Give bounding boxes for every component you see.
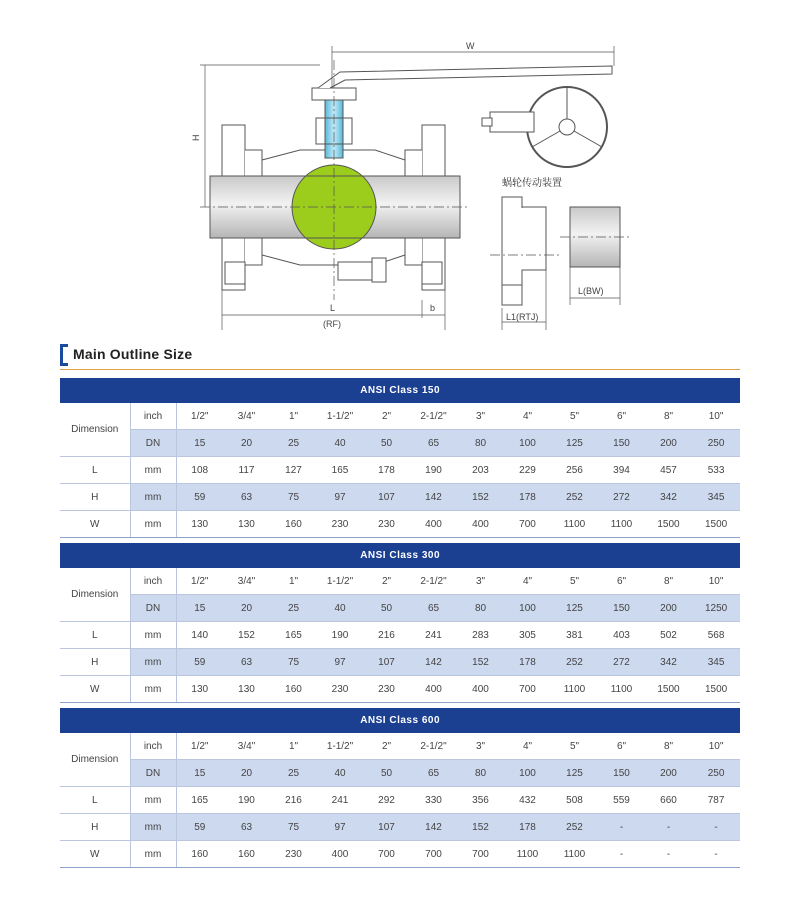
- table-cell: 3/4": [223, 733, 270, 760]
- table-cell: 130: [223, 511, 270, 538]
- table-cell: 330: [410, 787, 457, 814]
- row-unit: mm: [130, 649, 176, 676]
- ansi-class-table: [60, 543, 740, 703]
- row-label: W: [60, 676, 130, 703]
- table-cell: 3": [457, 568, 504, 595]
- table-cell: 20: [223, 595, 270, 622]
- table-cell: 700: [363, 841, 410, 868]
- table-cell: 152: [457, 484, 504, 511]
- table-cell: 3/4": [223, 568, 270, 595]
- table-cell: 4": [504, 568, 551, 595]
- table-cell: 356: [457, 787, 504, 814]
- table-cell: 127: [270, 457, 317, 484]
- table-cell: 178: [504, 484, 551, 511]
- table-cell: 342: [645, 484, 692, 511]
- table-cell: 230: [363, 511, 410, 538]
- table-cell: 15: [176, 760, 223, 787]
- dim-l1-rtj-label: L1(RTJ): [506, 312, 539, 322]
- row-unit: mm: [130, 841, 176, 868]
- table-cell: 178: [504, 814, 551, 841]
- row-unit: mm: [130, 511, 176, 538]
- table-cell: 160: [223, 841, 270, 868]
- table-cell: 142: [410, 649, 457, 676]
- table-cell: 787: [692, 787, 740, 814]
- table-cell: 230: [270, 841, 317, 868]
- row-unit: inch: [130, 733, 176, 760]
- table-cell: 5": [551, 568, 598, 595]
- table-cell: 568: [692, 622, 740, 649]
- table-row: [60, 430, 740, 457]
- table-cell: 533: [692, 457, 740, 484]
- table-cell: 8": [645, 403, 692, 430]
- table-cell: 10": [692, 568, 740, 595]
- table-cell: 660: [645, 787, 692, 814]
- table-cell: 108: [176, 457, 223, 484]
- table-cell: -: [645, 841, 692, 868]
- table-cell: 1100: [504, 841, 551, 868]
- table-cell: 1100: [551, 511, 598, 538]
- table-cell: 3": [457, 733, 504, 760]
- table-cell: 400: [317, 841, 363, 868]
- table-row: [60, 457, 740, 484]
- dim-l-bw-label: L(BW): [578, 286, 604, 296]
- table-cell: 400: [457, 676, 504, 703]
- table-cell: 130: [176, 511, 223, 538]
- row-label: H: [60, 484, 130, 511]
- table-row: [60, 733, 740, 760]
- table-cell: 2-1/2": [410, 568, 457, 595]
- table-cell: 1100: [551, 676, 598, 703]
- table-cell: 130: [176, 676, 223, 703]
- table-cell: 432: [504, 787, 551, 814]
- table-cell: 178: [363, 457, 410, 484]
- table-cell: -: [692, 814, 740, 841]
- table-cell: 50: [363, 760, 410, 787]
- table-cell: 107: [363, 484, 410, 511]
- table-cell: 80: [457, 595, 504, 622]
- ansi-class-table: [60, 378, 740, 538]
- row-unit: inch: [130, 403, 176, 430]
- table-row: [60, 787, 740, 814]
- table-row: [60, 676, 740, 703]
- table-cell: 80: [457, 760, 504, 787]
- table-cell: 142: [410, 484, 457, 511]
- table-cell: 342: [645, 649, 692, 676]
- table-cell: 1": [270, 568, 317, 595]
- table-cell: 75: [270, 484, 317, 511]
- table-cell: 256: [551, 457, 598, 484]
- row-unit: DN: [130, 760, 176, 787]
- table-title: ANSI Class 150: [60, 378, 740, 403]
- table-cell: 63: [223, 484, 270, 511]
- table-cell: 160: [270, 511, 317, 538]
- table-cell: 190: [410, 457, 457, 484]
- table-cell: 178: [504, 649, 551, 676]
- table-cell: 1500: [645, 676, 692, 703]
- dim-h-label: H: [191, 134, 201, 141]
- gear-caption: 蜗轮传动装置: [502, 178, 562, 189]
- table-cell: -: [645, 814, 692, 841]
- table-cell: 97: [317, 484, 363, 511]
- table-cell: 160: [176, 841, 223, 868]
- table-cell: 250: [692, 760, 740, 787]
- table-title: ANSI Class 600: [60, 708, 740, 733]
- table-cell: 10": [692, 403, 740, 430]
- table-cell: -: [598, 841, 645, 868]
- table-cell: 1/2": [176, 568, 223, 595]
- table-cell: 305: [504, 622, 551, 649]
- table-cell: 100: [504, 760, 551, 787]
- table-cell: 25: [270, 595, 317, 622]
- table-row: [60, 595, 740, 622]
- row-unit: mm: [130, 814, 176, 841]
- table-cell: 4": [504, 733, 551, 760]
- table-cell: 400: [410, 676, 457, 703]
- table-cell: 1/2": [176, 403, 223, 430]
- table-cell: 230: [317, 511, 363, 538]
- table-cell: 125: [551, 595, 598, 622]
- table-cell: 230: [317, 676, 363, 703]
- table-cell: 152: [223, 622, 270, 649]
- dim-w-label: W: [466, 41, 475, 51]
- table-cell: 63: [223, 649, 270, 676]
- table-cell: 80: [457, 430, 504, 457]
- row-unit: mm: [130, 457, 176, 484]
- row-unit: mm: [130, 676, 176, 703]
- table-cell: 252: [551, 814, 598, 841]
- table-cell: 100: [504, 595, 551, 622]
- table-cell: 345: [692, 484, 740, 511]
- table-cell: 230: [363, 676, 410, 703]
- table-cell: 65: [410, 760, 457, 787]
- row-label: L: [60, 622, 130, 649]
- table-cell: 40: [317, 430, 363, 457]
- table-cell: 252: [551, 484, 598, 511]
- table-cell: 15: [176, 430, 223, 457]
- gear-operator: [482, 87, 607, 167]
- dim-rf-label: (RF): [323, 319, 341, 329]
- table-cell: 200: [645, 595, 692, 622]
- table-cell: 229: [504, 457, 551, 484]
- table-cell: 150: [598, 430, 645, 457]
- table-cell: 50: [363, 430, 410, 457]
- table-cell: 6": [598, 403, 645, 430]
- table-cell: 6": [598, 733, 645, 760]
- table-cell: 150: [598, 760, 645, 787]
- table-row: [60, 511, 740, 538]
- valve-outline-drawing: [0, 0, 808, 340]
- table-cell: 1-1/2": [317, 403, 363, 430]
- table-cell: 250: [692, 430, 740, 457]
- table-cell: 400: [457, 511, 504, 538]
- valve-handle: [318, 66, 612, 88]
- table-cell: 283: [457, 622, 504, 649]
- table-cell: 65: [410, 430, 457, 457]
- table-cell: 203: [457, 457, 504, 484]
- row-unit: mm: [130, 787, 176, 814]
- table-cell: 345: [692, 649, 740, 676]
- table-cell: 140: [176, 622, 223, 649]
- table-cell: 65: [410, 595, 457, 622]
- table-cell: 559: [598, 787, 645, 814]
- table-cell: 160: [270, 676, 317, 703]
- table-cell: 130: [223, 676, 270, 703]
- table-cell: 40: [317, 595, 363, 622]
- table-cell: 381: [551, 622, 598, 649]
- dimension-label: Dimension: [60, 568, 130, 622]
- table-row: [60, 403, 740, 430]
- table-cell: 241: [317, 787, 363, 814]
- table-cell: 40: [317, 760, 363, 787]
- table-cell: 216: [270, 787, 317, 814]
- dim-l-label: L: [330, 303, 336, 313]
- table-cell: 3": [457, 403, 504, 430]
- table-cell: 216: [363, 622, 410, 649]
- table-cell: 508: [551, 787, 598, 814]
- table-cell: 20: [223, 430, 270, 457]
- table-cell: 4": [504, 403, 551, 430]
- table-cell: 6": [598, 568, 645, 595]
- table-cell: 2": [363, 403, 410, 430]
- table-row: [60, 760, 740, 787]
- table-cell: 700: [457, 841, 504, 868]
- table-cell: 117: [223, 457, 270, 484]
- table-cell: 400: [410, 511, 457, 538]
- table-cell: 20: [223, 760, 270, 787]
- table-cell: 1500: [645, 511, 692, 538]
- table-cell: 502: [645, 622, 692, 649]
- table-cell: 200: [645, 430, 692, 457]
- table-cell: 100: [504, 430, 551, 457]
- table-cell: -: [598, 814, 645, 841]
- table-cell: -: [692, 841, 740, 868]
- table-cell: 2": [363, 733, 410, 760]
- table-cell: 700: [504, 676, 551, 703]
- table-cell: 700: [504, 511, 551, 538]
- table-cell: 403: [598, 622, 645, 649]
- table-header-row: [60, 378, 740, 403]
- row-label: H: [60, 814, 130, 841]
- table-cell: 165: [176, 787, 223, 814]
- dimension-label: Dimension: [60, 403, 130, 457]
- row-label: W: [60, 841, 130, 868]
- ansi-class-table: [60, 708, 740, 868]
- table-row: [60, 484, 740, 511]
- table-cell: 394: [598, 457, 645, 484]
- table-cell: 59: [176, 484, 223, 511]
- table-cell: 1-1/2": [317, 733, 363, 760]
- table-cell: 1500: [692, 511, 740, 538]
- table-cell: 3/4": [223, 403, 270, 430]
- row-unit: mm: [130, 622, 176, 649]
- table-header-row: [60, 543, 740, 568]
- table-cell: 50: [363, 595, 410, 622]
- table-cell: 75: [270, 649, 317, 676]
- table-row: [60, 649, 740, 676]
- table-cell: 5": [551, 403, 598, 430]
- table-cell: 272: [598, 484, 645, 511]
- table-cell: 165: [270, 622, 317, 649]
- table-cell: 97: [317, 649, 363, 676]
- table-cell: 152: [457, 814, 504, 841]
- row-label: H: [60, 649, 130, 676]
- table-cell: 700: [410, 841, 457, 868]
- table-cell: 1500: [692, 676, 740, 703]
- table-cell: 25: [270, 760, 317, 787]
- table-cell: 1100: [598, 676, 645, 703]
- table-cell: 107: [363, 649, 410, 676]
- row-unit: inch: [130, 568, 176, 595]
- table-cell: 59: [176, 649, 223, 676]
- row-unit: DN: [130, 595, 176, 622]
- row-label: W: [60, 511, 130, 538]
- table-cell: 1/2": [176, 733, 223, 760]
- table-cell: 10": [692, 733, 740, 760]
- table-row: [60, 622, 740, 649]
- table-cell: 200: [645, 760, 692, 787]
- dimension-label: Dimension: [60, 733, 130, 787]
- table-cell: 272: [598, 649, 645, 676]
- table-header-row: [60, 708, 740, 733]
- table-cell: 241: [410, 622, 457, 649]
- table-row: [60, 568, 740, 595]
- table-cell: 8": [645, 733, 692, 760]
- table-cell: 107: [363, 814, 410, 841]
- rtj-flange-view: [490, 197, 560, 330]
- table-cell: 165: [317, 457, 363, 484]
- table-cell: 190: [317, 622, 363, 649]
- row-unit: mm: [130, 484, 176, 511]
- section-title: Main Outline Size: [73, 346, 193, 362]
- table-cell: 97: [317, 814, 363, 841]
- table-cell: 8": [645, 568, 692, 595]
- table-cell: 190: [223, 787, 270, 814]
- table-cell: 125: [551, 760, 598, 787]
- table-cell: 25: [270, 430, 317, 457]
- table-cell: 457: [645, 457, 692, 484]
- table-cell: 1250: [692, 595, 740, 622]
- section-bracket-icon: [60, 344, 68, 366]
- row-unit: DN: [130, 430, 176, 457]
- table-cell: 75: [270, 814, 317, 841]
- table-cell: 2-1/2": [410, 733, 457, 760]
- table-cell: 2-1/2": [410, 403, 457, 430]
- table-title: ANSI Class 300: [60, 543, 740, 568]
- table-cell: 142: [410, 814, 457, 841]
- section-divider: [60, 369, 740, 370]
- section-header: [60, 342, 740, 372]
- row-label: L: [60, 787, 130, 814]
- table-cell: 5": [551, 733, 598, 760]
- table-cell: 292: [363, 787, 410, 814]
- table-cell: 125: [551, 430, 598, 457]
- table-cell: 1-1/2": [317, 568, 363, 595]
- table-cell: 152: [457, 649, 504, 676]
- table-cell: 1": [270, 403, 317, 430]
- dim-b-label: b: [430, 303, 436, 313]
- table-cell: 63: [223, 814, 270, 841]
- table-cell: 1": [270, 733, 317, 760]
- table-cell: 1100: [551, 841, 598, 868]
- table-cell: 252: [551, 649, 598, 676]
- table-cell: 150: [598, 595, 645, 622]
- table-cell: 1100: [598, 511, 645, 538]
- table-row: [60, 841, 740, 868]
- table-cell: 15: [176, 595, 223, 622]
- row-label: L: [60, 457, 130, 484]
- table-cell: 2": [363, 568, 410, 595]
- table-cell: 59: [176, 814, 223, 841]
- table-row: [60, 814, 740, 841]
